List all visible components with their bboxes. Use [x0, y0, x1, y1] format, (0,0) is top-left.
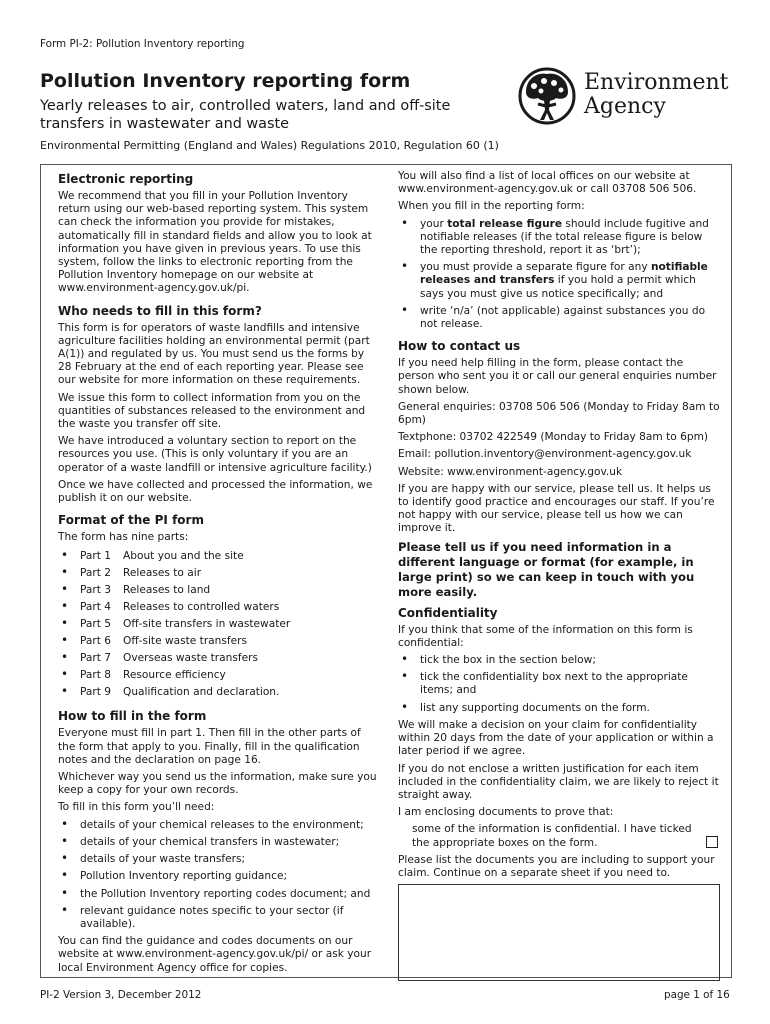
how-heading: How to fill in the form: [58, 709, 207, 724]
list-item: • write ‘n/a’ (not applicable) against substances you do not release.: [398, 305, 720, 331]
list-item: • Part 8 Resource efficiency: [58, 667, 378, 684]
list-item: • Part 7 Overseas waste transfers: [58, 650, 378, 667]
list-item: • details of your chemical releases to the environment;: [58, 819, 378, 832]
list-item: • you must provide a separate figure for any notifiable releases and transfers if you hold a permit which says you must give us notice specifically; and: [398, 261, 720, 301]
how-paragraph-2: Whichever way you send us the information, make sure you keep a copy for your own records.: [58, 771, 377, 797]
list-item: • Pollution Inventory reporting guidance;: [58, 870, 378, 883]
list-item: • Part 4 Releases to controlled waters: [58, 599, 378, 616]
page-title: Pollution Inventory reporting form: [40, 70, 411, 92]
list-item: • list any supporting documents on the form.: [398, 702, 720, 715]
list-item: • Part 5 Off-site transfers in wastewater: [58, 616, 378, 633]
needs-list: [58, 819, 378, 931]
contact-heading: How to contact us: [398, 339, 521, 354]
list-item: • Part 3 Releases to land: [58, 582, 378, 599]
list-item: • Part 1 About you and the site: [58, 548, 378, 565]
list-item: • Part 2 Releases to air: [58, 565, 378, 582]
format-intro: The form has nine parts:: [58, 531, 189, 544]
page-subtitle: Yearly releases to air, controlled waters, land and off-site transfers in wastewater and waste: [40, 98, 451, 132]
right-column: [398, 170, 720, 981]
textphone: Textphone: 03702 422549 (Monday to Friday 8am to 6pm): [398, 431, 709, 444]
who-heading: Who needs to fill in this form?: [58, 303, 262, 318]
list-item: • tick the confidentiality box next to the appropriate items; and: [398, 671, 720, 697]
logo-line-1: Environment: [584, 70, 729, 95]
contact-email: Email: pollution.inventory@environment-agency.gov.uk: [398, 448, 692, 461]
left-column: [58, 172, 378, 979]
version-footer: PI-2 Version 3, December 2012: [40, 989, 202, 1001]
who-paragraph-1: This form is for operators of waste landfills and intensive agriculture facilities holding an environmental permit (part A(1)) and regulated by us. You must send us the forms by 28 February at the end of each reporting year. Please see our website for more information on these requirements.: [58, 321, 370, 387]
list-item: • details of your chemical transfers in wastewater;: [58, 836, 378, 849]
when-text: When you fill in the reporting form:: [398, 200, 585, 213]
language-format-note: Please tell us if you need information in a different language or format (for example, in large print) so we can keep in touch with you more easily.: [398, 539, 695, 599]
list-item: • Part 6 Off-site waste transfers: [58, 633, 378, 650]
list-item: • tick the box in the section below;: [398, 654, 720, 667]
how-paragraph-4: You can find the guidance and codes documents on our website at www.environment-agency.gov.uk/pi/ or ask your local Environment Agency office for copies.: [58, 935, 372, 974]
who-paragraph-2: We issue this form to collect information from you on the quantities of substances released to the environment and the waste you transfer off site.: [58, 391, 366, 431]
electronic-reporting-text: We recommend that you fill in your Pollution Inventory return using our web-based reporting system. This system can check the information you provide for mistakes, automatically fill in standard fields and allow you to look at information you have given in previous years. To use this system, follow the links to electronic reporting from the Pollution Inventory homepage on our website at www.environment-agency.gov.uk/pi.: [58, 190, 372, 295]
confidential-checkbox[interactable]: [706, 836, 718, 848]
tree-person-emblem-icon: [516, 66, 578, 126]
logo-text: [584, 71, 729, 119]
enclosing-label: I am enclosing documents to prove that:: [398, 806, 614, 819]
confidentiality-decision-text: We will make a decision on your claim for confidentiality within 20 days from the date of your application or within a later period if we agree.: [398, 718, 714, 758]
parts-list: [58, 548, 378, 701]
list-item: • Part 9 Qualification and declaration.: [58, 684, 378, 701]
list-item: • the Pollution Inventory reporting codes document; and: [58, 888, 378, 901]
list-documents-instruction: Please list the documents you are including to support your claim. Continue on a separate sheet if you need to.: [398, 853, 715, 879]
list-item: • details of your waste transfers;: [58, 853, 378, 866]
regulations-line: Environmental Permitting (England and Wales) Regulations 2010, Regulation 60 (1): [40, 139, 499, 152]
confidentiality-intro: If you think that some of the information on this form is confidential:: [398, 623, 693, 649]
feedback-text: If you are happy with our service, please tell us. It helps us to identify good practice and encourages our staff. If you’re not happy with our service, please tell us how we can improve it.: [398, 482, 715, 535]
general-enquiries: General enquiries: 03708 506 506 (Monday to Friday 8am to 6pm): [398, 400, 720, 427]
form-reference-label: Form PI-2: Pollution Inventory reporting: [40, 38, 245, 50]
supporting-documents-field[interactable]: [398, 884, 720, 981]
contact-paragraph: If you need help filling in the form, please contact the person who sent you it or call our general enquiries number shown below.: [398, 357, 717, 396]
who-paragraph-4: Once we have collected and processed the information, we publish it on our website.: [58, 478, 373, 505]
contact-website: Website: www.environment-agency.gov.uk: [398, 465, 623, 478]
who-paragraph-3: We have introduced a voluntary section to report on the resources you use. (This is only voluntary if you are an operator of a waste landfill or intensive agriculture facility.): [58, 435, 372, 474]
offices-text: You will also find a list of local offices on our website at www.environment-agency.gov.uk or call 03708 506 506.: [398, 170, 697, 196]
electronic-reporting-heading: Electronic reporting: [58, 172, 194, 186]
how-paragraph-1: Everyone must fill in part 1. Then fill in the other parts of the form that apply to you. Finally, fill in the qualification notes and the declaration on page 16.: [58, 727, 361, 766]
environment-agency-logo: [516, 66, 729, 126]
confidential-option-label: some of the information is confidential. I have ticked the appropriate boxes on the form.: [412, 823, 692, 849]
list-item: • relevant guidance notes specific to your sector (if available).: [58, 905, 378, 931]
how-paragraph-3: To fill in this form you’ll need:: [58, 801, 215, 814]
confidentiality-justification-text: If you do not enclose a written justification for each item included in the confidentiality claim, we are likely to reject it straight away.: [398, 762, 719, 801]
page-number: page 1 of 16: [664, 989, 730, 1001]
logo-line-2: Agency: [584, 94, 666, 119]
format-heading: Format of the PI form: [58, 513, 204, 528]
confidentiality-heading: Confidentiality: [398, 605, 498, 620]
list-item: • your total release figure should include fugitive and notifiable releases (if the total release figure is below the reporting threshold, report it as ‘brt’);: [398, 218, 720, 258]
confidential-option-row: [412, 823, 720, 849]
